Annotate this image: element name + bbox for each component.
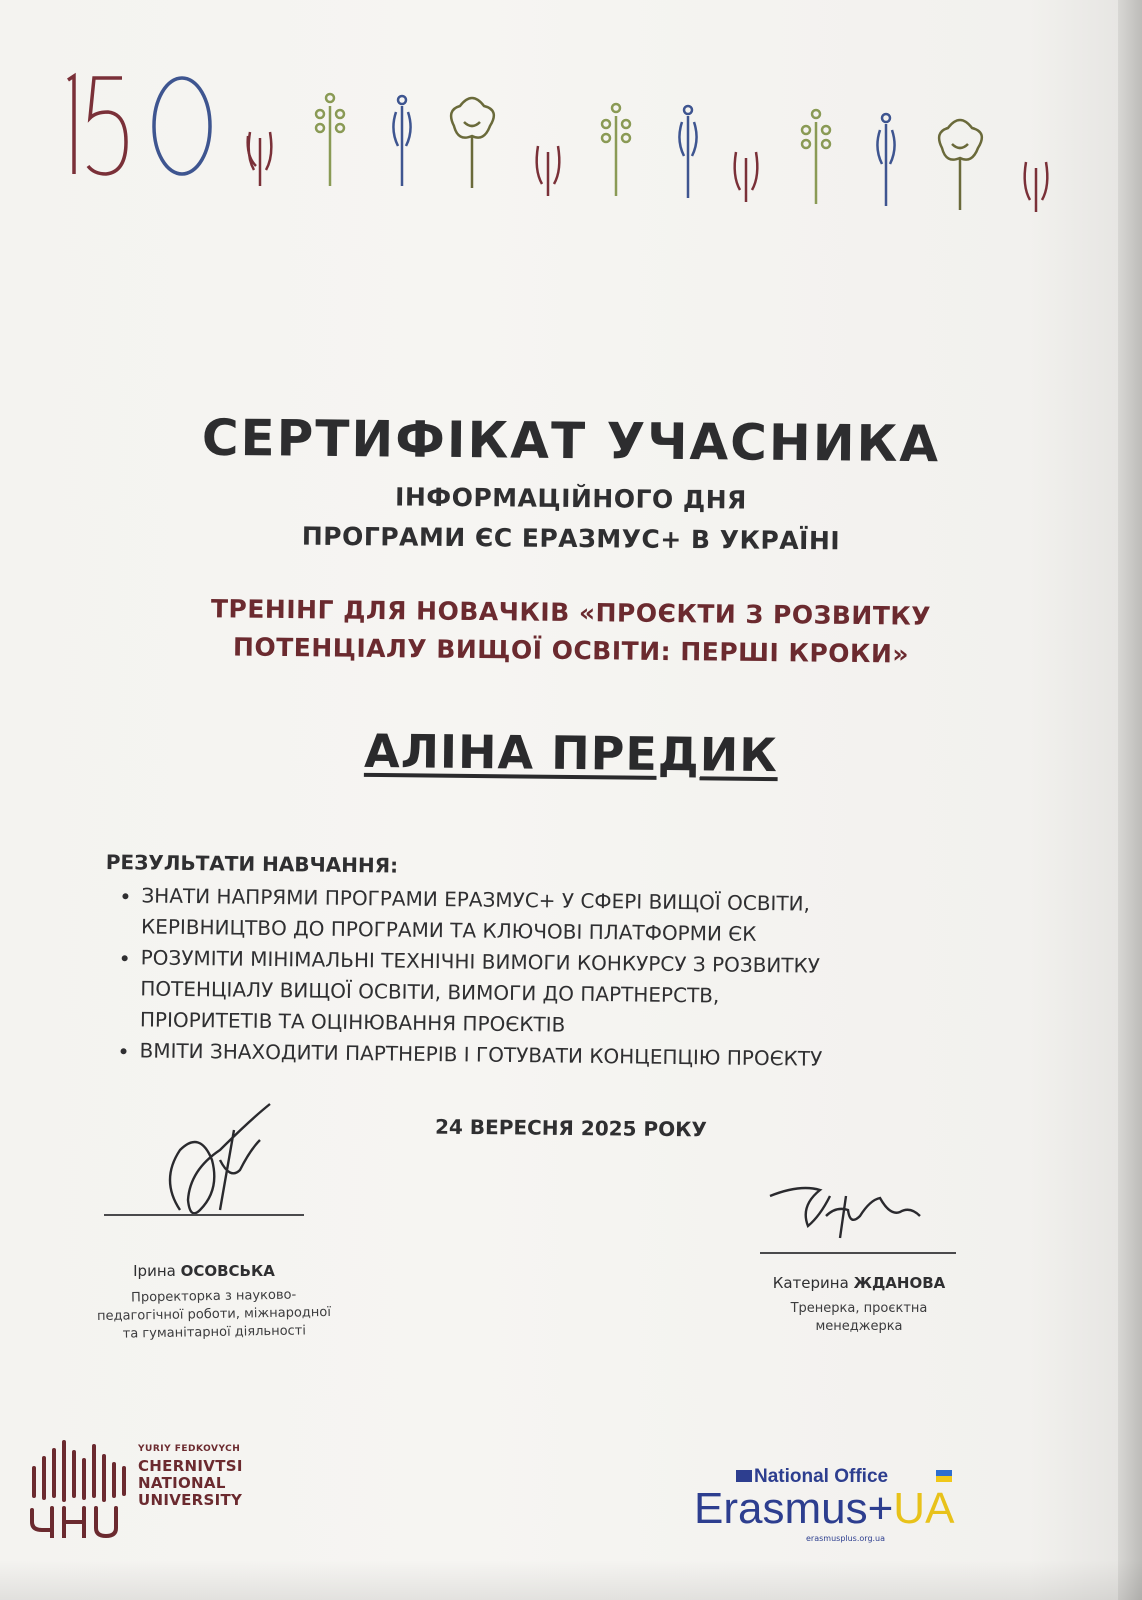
signatory-left-name: Ірина ОСОВСЬКА	[133, 1262, 275, 1280]
certificate-date: 24 ВЕРЕСНЯ 2025 РОКУ	[434, 1114, 708, 1142]
signature-left-image	[150, 1100, 300, 1230]
signature-line-left	[104, 1214, 304, 1216]
erasmus-national-office: National Office	[754, 1466, 889, 1487]
learning-outcomes-title: РЕЗУЛЬТАТИ НАВЧАННЯ:	[105, 850, 399, 878]
signature-line-right	[760, 1252, 956, 1254]
signatory-left-role: Проректорка з науково- педагогічної роботи, міжнародної та гуманітарної діяльності	[96, 1287, 332, 1342]
stalk-icon	[679, 106, 696, 198]
wheat-icon	[537, 146, 560, 196]
flower-icon	[451, 98, 494, 188]
university-logo-text: YURIY FEDKOVYCH CHERNIVTSI NATIONAL UNIVERSITY	[138, 1444, 243, 1509]
wheat-icon	[248, 132, 272, 186]
stalk-icon	[393, 96, 410, 186]
flower-dots-icon	[802, 110, 830, 204]
certificate-title: СЕРТИФІКАТ УЧАСНИКА	[201, 408, 941, 474]
training-title-line2: ПОТЕНЦІАЛУ ВИЩОЇ ОСВІТИ: ПЕРШІ КРОКИ»	[232, 632, 910, 669]
learning-outcomes-list	[103, 880, 1005, 1077]
anniversary-ornament-banner	[60, 66, 1080, 226]
flower-icon	[939, 120, 982, 210]
erasmus-url: erasmusplus.org.ua	[806, 1534, 886, 1543]
decorative-plant-row	[248, 94, 1048, 212]
photo-shadow	[0, 1560, 1142, 1600]
wheat-icon	[1025, 162, 1048, 212]
flower-dots-icon	[602, 104, 630, 196]
list-item: • ЗНАТИ НАПРЯМИ ПРОГРАМИ ЕРАЗМУС+ У СФЕРІ ВИЩОЇ ОСВІТИ, КЕРІВНИЦТВО ДО ПРОГРАМИ ТА КЛЮЧОВІ ПЛАТФОРМИ ЄК	[141, 880, 1006, 953]
wheat-icon	[735, 152, 758, 202]
stalk-icon	[877, 114, 894, 206]
signatory-right-name: Катерина ЖДАНОВА	[772, 1274, 946, 1292]
ukraine-flag-icon	[936, 1470, 952, 1482]
signatory-right-role: Тренерка, проєктна менеджерка	[790, 1301, 928, 1334]
list-item: • ВМІТИ ЗНАХОДИТИ ПАРТНЕРІВ І ГОТУВАТИ КОНЦЕПЦІЮ ПРОЄКТУ	[139, 1035, 1003, 1077]
training-title-line1: ТРЕНІНГ ДЛЯ НОВАЧКІВ «ПРОЄКТИ З РОЗВИТКУ	[210, 594, 932, 631]
anniversary-150-logo	[68, 76, 210, 174]
signature-right-image	[760, 1176, 930, 1256]
event-subtitle-line2: ПРОГРАМИ ЄС ЕРАЗМУС+ В УКРАЇНІ	[301, 521, 841, 556]
recipient-name: АЛІНА ПРЕДИК	[363, 723, 779, 783]
flower-dots-icon	[316, 94, 344, 186]
learning-outcomes	[103, 850, 1006, 1077]
erasmus-logo: Erasmus+UA	[694, 1484, 955, 1533]
list-item: • РОЗУМІТИ МІНІМАЛЬНІ ТЕХНІЧНІ ВИМОГИ КОНКУРСУ З РОЗВИТКУ ПОТЕНЦІАЛУ ВИЩОЇ ОСВІТИ, ВИМОГИ ДО ПАРТНЕРСТВ, ПРІОРИТЕТІВ ТА ОЦІНЮВАННЯ ПРОЄКТІВ	[140, 942, 1005, 1046]
eu-flag-icon	[736, 1470, 752, 1482]
event-subtitle-line1: ІНФОРМАЦІЙНОГО ДНЯ	[395, 482, 747, 515]
paper-edge	[1118, 0, 1142, 1600]
